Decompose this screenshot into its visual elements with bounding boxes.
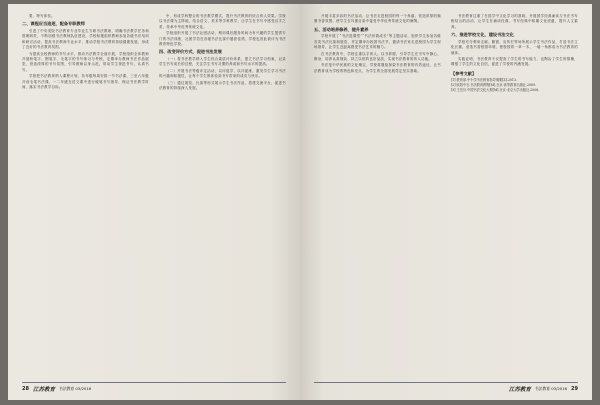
body-paragraph: 学校开展了“书法进课堂”“书法伴我成长”等主题活动，组织学生参加各级各类书法比赛和展览，并定期举办校园书法节，邀请书法家走进校园为学生现场指导，让学生近距离感受书法艺术的魅力。 xyxy=(314,34,441,50)
body-paragraph: 学校组织开展了书法社团活动，利用课后服务时间为有兴趣的学生提供专门的书法训练，社团学员在各级书法比赛中屡获佳绩，学校也因此被评为书法教育特色学校。 xyxy=(159,31,286,47)
body-paragraph: 实践证明，书法教育不仅提高了学生的书写能力，也陶冶了学生的情操，增强了学生的文化自信，促进了学校的内涵发展。 xyxy=(451,56,578,67)
page-number: 28 xyxy=(22,386,29,392)
references-title: 【参考文献】 xyxy=(451,70,477,76)
body-paragraph: 书法教育注重了在国学中文化学习的基础，开展国学经典诵读与书法书写相结合的活动，让学生在诵读经典、书写经典中积累文化底蕴，提升人文素养。 xyxy=(451,14,578,29)
section-heading: 五、活动培养修养，提升素养 xyxy=(314,26,369,32)
body-paragraph: （二）开展书法等级评定活动，以评促学、以评促练，激发学生学习书法的兴趣和积极性，让每个学生都体验到书写带来的成功与快乐。 xyxy=(159,68,286,79)
right-page-column-1 xyxy=(314,14,441,378)
body-paragraph: （三）通过展览、比赛等形式展示学生书法作品，搭建交流平台，促进书法教育的持续深入发展。 xyxy=(159,80,286,90)
body-paragraph: 学校把书法教育纳入课程计划，各年级每周安排一节书法课，三至六年级开设毛笔书法课，一二年级在语文课中进行硬笔书写指导，保证书法教学时间，落实书法教学目标。 xyxy=(22,74,149,89)
left-page-footer xyxy=(22,384,91,394)
reference-item: [2] 欧阳中石.书法教育教程[M].北京:高等教育出版社,2009. xyxy=(451,82,537,87)
section-heading: 六、推进学校文化，建设书法文化 xyxy=(451,32,514,38)
reference-item: [1] 教育部.中小学书法教育指导纲要[Z].2013. xyxy=(451,77,518,82)
body-paragraph: 书法是中华民族的文化瑰宝，学校将继续探索书法教育的有效途径，让书法教育成为学校的特色和亮点，为学生的全面发展奠定坚实基础。 xyxy=(314,63,441,73)
issue-label: 书法教育 03/2016 xyxy=(534,386,568,391)
right-page-footer xyxy=(509,384,578,394)
section-heading: 四、改变评价方式，促进书法发展 xyxy=(159,49,222,55)
body-paragraph: 为提高全校教师的书写水平，推动书法教学全面开展，学校组织全体教师开展粉笔字、钢笔字、毛笔字的书写练习与考核，定期举办教师书法作品展览，营造浓厚的书写氛围，引导教师以身示范，带动学生规范书写、认真书写。 xyxy=(22,51,149,72)
body-paragraph: 在书法教育中，学校注重以字育人、以书养德，引导学生在书写中静心、修身，培养认真细致、持之以恒的良好品质，实现书法教育的育人功能。 xyxy=(314,51,441,61)
journal-name: 江苏教育 xyxy=(32,387,55,393)
body-paragraph: 开展丰富多彩的书法活动，让书法走进校园的每一个角落，营造浓厚的翰墨书香氛围，使学生在耳濡目染中接受中华优秀传统文化的熏陶。 xyxy=(314,14,441,24)
body-paragraph: 中，形成学科整合的书法教学模式，提升书法教育的综合育人效果。学校以书法课为主阵地，结合语文、美术等学科教学，让学生在书写中感受汉字之美，传承中华优秀传统文化。 xyxy=(159,14,286,29)
body-paragraph: 学校充分利用走廊、橱窗、宣传栏等场所展示学生书法作品，打造书法文化长廊，营造书香校园环境，使校园的一草一木、一墙一角都成为书法教育的载体。 xyxy=(451,39,578,55)
journal-name: 江苏教育 xyxy=(508,387,531,393)
left-page-columns xyxy=(22,14,286,378)
footer-rule xyxy=(314,382,578,383)
left-page-column-1 xyxy=(22,14,149,378)
body-paragraph: （一）将书法教学纳入学生综合素质评价体系，建立书法学习档案，记录学生书写成长的过程，关注学生书写习惯的养成和书写水平的提高。 xyxy=(159,56,286,67)
footer-rule xyxy=(22,382,286,383)
left-page xyxy=(8,4,300,400)
issue-label: 书法教育 03/2016 xyxy=(58,386,92,391)
right-page xyxy=(300,4,592,400)
right-page-column-2 xyxy=(451,14,578,378)
body-paragraph: 引进了中央美院书法教育专业毕业生专职书法教师，明确书法教学任务和管理职责，不断加强书法教师队伍建设，学校积极组织教师参加各级书法培训和研讨活动，提高书法教师专业水平，推动学校书法教育持续健康发展，形成了良好的书法教育氛围。 xyxy=(22,28,149,50)
section-heading: 二、课程应当追逐，配备专职教师 xyxy=(22,21,85,27)
magazine-spread xyxy=(8,4,592,400)
reference-item: [3] 王岳川.中国书法文化大观[M].北京:北京大学出版社,2006. xyxy=(451,87,540,92)
body-paragraph: 要，特写体验。 xyxy=(29,14,55,18)
left-page-column-2 xyxy=(159,14,286,378)
right-page-columns xyxy=(314,14,578,378)
page-number: 29 xyxy=(571,386,578,392)
